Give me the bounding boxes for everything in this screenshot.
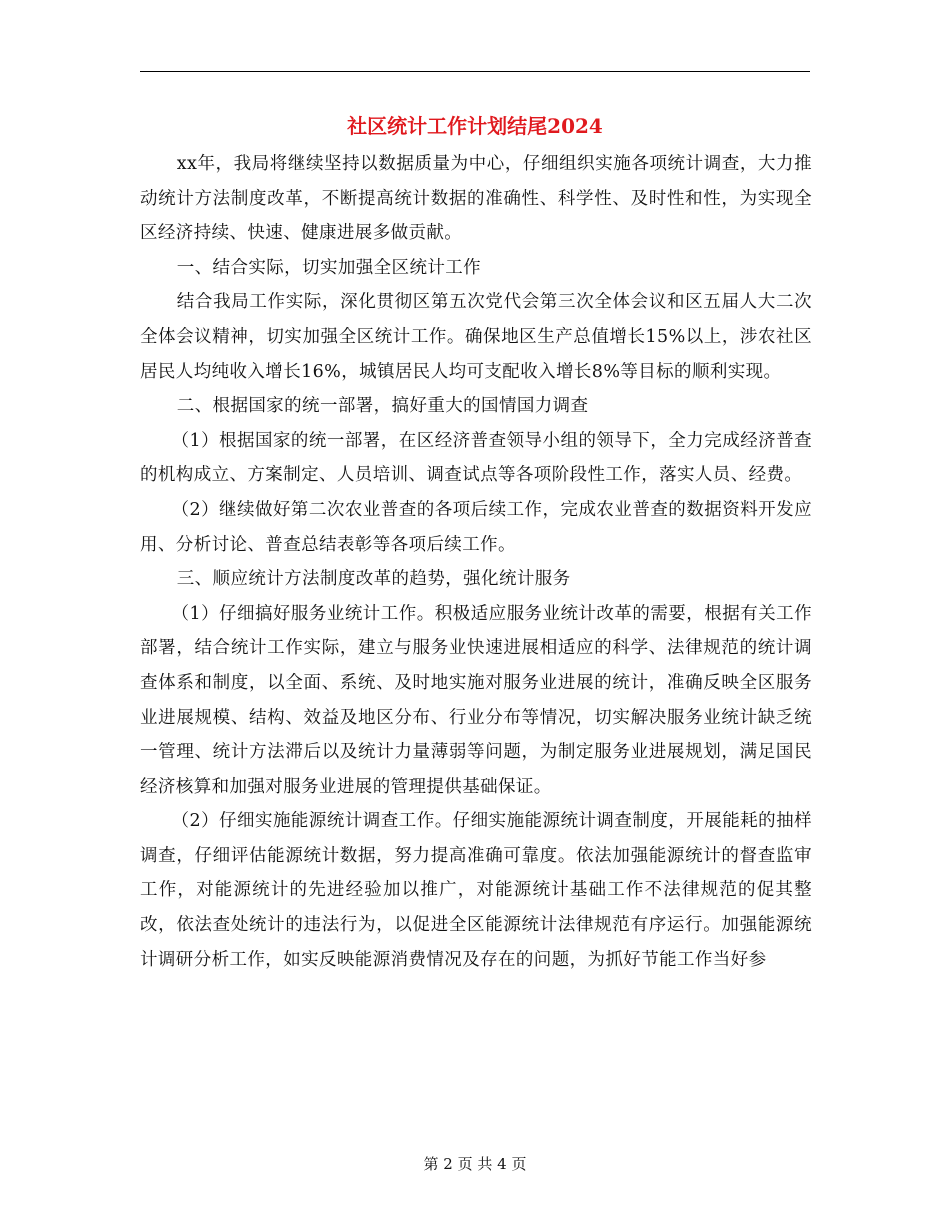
section-heading-1: 一、结合实际，切实加强全区统计工作 [176, 257, 482, 278]
paragraph-section-1: 结合我局工作实际，深化贯彻区第五次党代会第三次全体会议和区五届人大二次全体会议精神，切实加强全区统计工作。确保地区生产总值增长15%以上，涉农社区居民人均纯收入增长16%，城镇居民人均可支配收入增长8%等目标的顺利实现。 [140, 292, 812, 382]
document-title: 社区统计工作计划结尾2024 [347, 114, 603, 138]
page-number: 第 2 页 共 4 页 [423, 1155, 527, 1173]
paragraph-intro: xx年，我局将继续坚持以数据质量为中心，仔细组织实施各项统计调查，大力推动统计方法制度改革，不断提高统计数据的准确性、科学性、及时性和性，为实现全区经济持续、快速、健康进展多做贡献。 [140, 154, 812, 244]
section-heading-3: 三、顺应统计方法制度改革的趋势，强化统计服务 [176, 569, 571, 590]
document-body [140, 147, 812, 977]
paragraph-section-3-item-1: （1）仔细搞好服务业统计工作。积极适应服务业统计改革的需要，根据有关工作部署，结合统计工作实际，建立与服务业快速进展相适应的科学、法律规范的统计调查体系和制度，以全面、系统、及时地实施对服务业进展的统计，准确反映全区服务业进展规模、结构、效益及地区分布、行业分布等情况，切实解决服务业统计缺乏统一管理、统计方法滞后以及统计力量薄弱等问题，为制定服务业进展规划，满足国民经济核算和加强对服务业进展的管理提供基础保证。 [140, 603, 812, 797]
header-rule [140, 71, 810, 72]
section-heading-2: 二、根据国家的统一部署，搞好重大的国情国力调查 [176, 396, 589, 417]
paragraph-section-2-item-1: （1）根据国家的统一部署，在区经济普查领导小组的领导下，全力完成经济普查的机构成立、方案制定、人员培训、调查试点等各项阶段性工作，落实人员、经费。 [140, 430, 812, 486]
paragraph-section-3-item-2: （2）仔细实施能源统计调查工作。仔细实施能源统计调查制度，开展能耗的抽样调查，仔细评估能源统计数据，努力提高准确可靠度。依法加强能源统计的督查监审工作，对能源统计的先进经验加以推广，对能源统计基础工作不法律规范的促其整改，依法查处统计的违法行为，以促进全区能源统计法律规范有序运行。加强能源统计调研分析工作，如实反映能源消费情况及存在的问题，为抓好节能工作当好参 [140, 811, 812, 970]
paragraph-section-2-item-2: （2）继续做好第二次农业普查的各项后续工作，完成农业普查的数据资料开发应用、分析讨论、普查总结表彰等各项后续工作。 [140, 499, 812, 555]
